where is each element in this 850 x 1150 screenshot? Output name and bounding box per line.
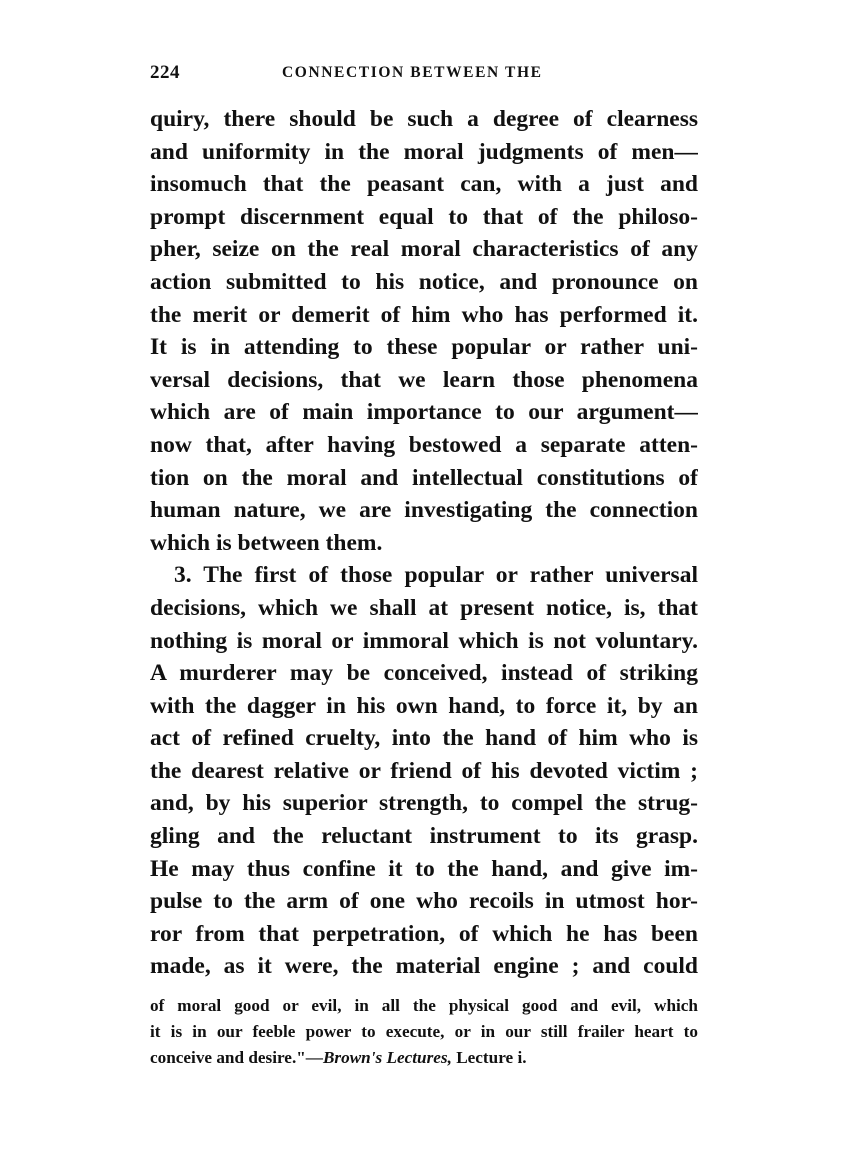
text-line: which are of main importance to our argument— [150, 399, 698, 426]
text-line: now that, after having bestowed a separate atten- [150, 431, 698, 458]
text-line: prompt discernment equal to that of the philoso- [150, 203, 698, 230]
text-line: ror from that perpetration, of which he has been [150, 920, 698, 947]
footnote [150, 993, 698, 1071]
footnote-text: conceive and desire."— [150, 1048, 323, 1067]
text-line: which is between them. [150, 529, 383, 556]
text-line: It is in attending to these popular or rather uni- [150, 334, 698, 361]
text-line: gling and the reluctant instrument to its grasp. [150, 823, 698, 850]
text-line: nothing is moral or immoral which is not voluntary. [150, 627, 698, 654]
footnote-line: it is in our feeble power to execute, or in our still frailer heart to [150, 1022, 698, 1041]
text-line: He may thus confine it to the hand, and give im- [150, 855, 698, 882]
text-line: human nature, we are investigating the connection [150, 497, 698, 524]
text-line: pulse to the arm of one who recoils in utmost hor- [150, 888, 698, 915]
text-line: versal decisions, that we learn those phenomena [150, 366, 698, 393]
footnote-line-citation [150, 1045, 698, 1071]
running-head: CONNECTION BETWEEN THE [282, 64, 543, 81]
body-text [150, 103, 698, 983]
text-line: action submitted to his notice, and pronounce on [150, 268, 698, 295]
citation-title: Brown's Lectures, [322, 1048, 452, 1067]
text-line: and, by his superior strength, to compel the strug- [150, 790, 698, 817]
page-header [150, 62, 700, 88]
text-line: tion on the moral and intellectual constitutions of [150, 464, 698, 491]
text-line: quiry, there should be such a degree of clearness [150, 106, 698, 132]
text-line: act of refined cruelty, into the hand of him who is [150, 725, 698, 752]
text-line: pher, seize on the real moral characteristics of any [150, 236, 698, 263]
footnote-line: of moral good or evil, in all the physical good and evil, which [150, 996, 698, 1015]
text-line: the dearest relative or friend of his devoted victim ; [150, 757, 698, 784]
text-line: decisions, which we shall at present notice, is, that [150, 594, 698, 621]
page-number: 224 [150, 62, 180, 83]
text-line: insomuch that the peasant can, with a just and [150, 171, 698, 198]
text-line: made, as it were, the material engine ; and could [150, 953, 698, 980]
text-line: the merit or demerit of him who has performed it. [150, 301, 698, 328]
text-line: A murderer may be conceived, instead of striking [150, 660, 698, 687]
text-line: and uniformity in the moral judgments of men— [150, 138, 698, 165]
citation-lecture: Lecture i. [451, 1048, 527, 1067]
text-line: with the dagger in his own hand, to force it, by an [150, 692, 698, 719]
text-line: 3. The first of those popular or rather universal [174, 562, 698, 589]
